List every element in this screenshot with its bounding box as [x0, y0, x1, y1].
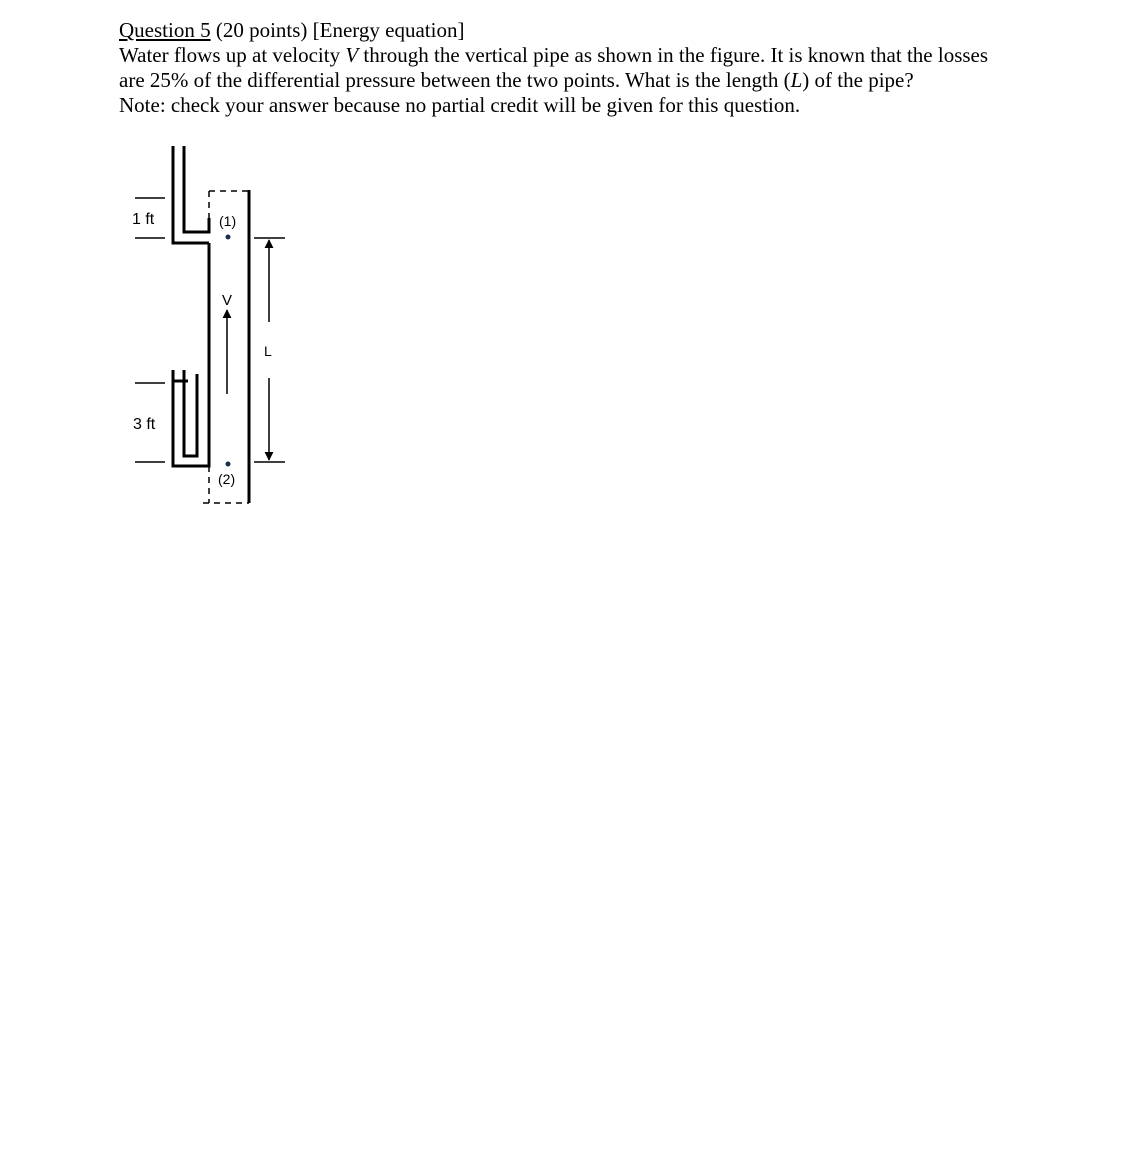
question-topic: [Energy equation] [312, 18, 465, 42]
pipe-figure [0, 0, 320, 520]
point-1-label: (1) [219, 213, 237, 229]
question-note: Note: check your answer because no partial credit will be given for this question. [119, 93, 801, 117]
question-body-line-2: are 25% of the differential pressure between the two points. What is the length (L) of the pipe? [119, 68, 914, 92]
question-body-line-1: Water flows up at velocity V through the vertical pipe as shown in the figure. It is known that the losses [119, 43, 989, 67]
point-2-label: (2) [218, 471, 236, 487]
lower-height-label: 3 ft [133, 416, 156, 433]
lower-manometer [173, 370, 209, 466]
point-1-marker [226, 235, 231, 240]
question-label: Question 5 [119, 18, 211, 42]
upper-manometer [173, 146, 209, 243]
question-points: (20 points) [215, 18, 308, 42]
velocity-label: V [222, 292, 233, 309]
upper-height-label: 1 ft [132, 211, 155, 228]
point-2-marker [226, 462, 231, 467]
length-label: L [264, 343, 272, 359]
